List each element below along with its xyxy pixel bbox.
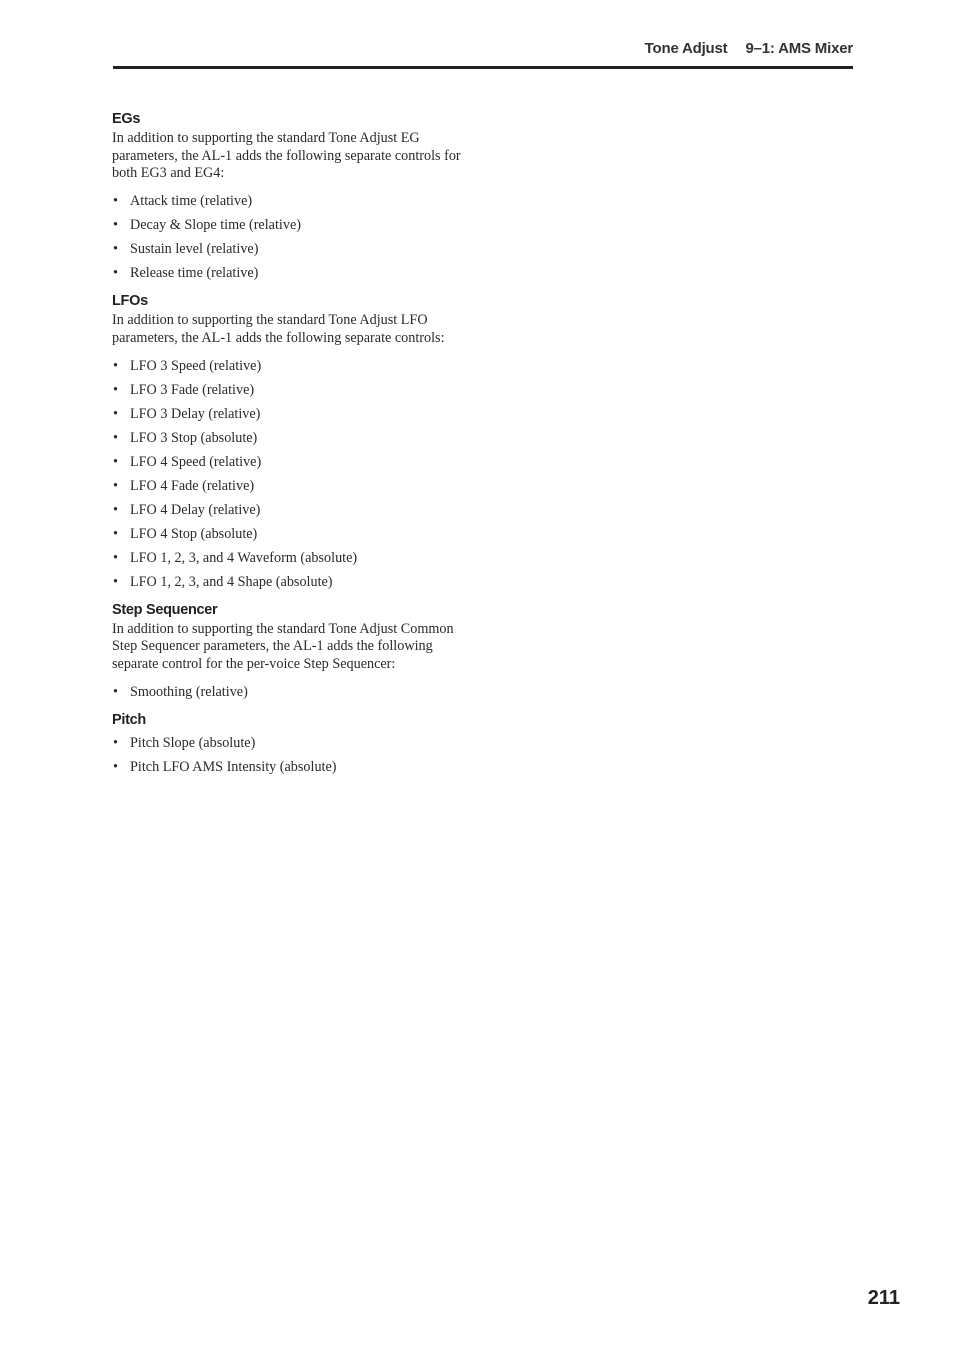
list-item: • Decay & Slope time (relative)	[112, 213, 472, 237]
bullet-list	[112, 354, 472, 594]
list-item: • LFO 3 Fade (relative)	[112, 378, 472, 402]
list-item: • LFO 4 Stop (absolute)	[112, 522, 472, 546]
section-intro: In addition to supporting the standard Tone Adjust EG parameters, the AL-1 adds the following separate controls for both EG3 and EG4:	[112, 130, 461, 182]
section-intro: In addition to supporting the standard Tone Adjust LFO parameters, the AL-1 adds the following separate controls:	[112, 312, 445, 346]
list-item: • LFO 3 Delay (relative)	[112, 402, 472, 426]
section-heading: Step Sequencer	[112, 601, 218, 618]
section-egs	[112, 108, 472, 285]
list-item: • Smoothing (relative)	[112, 680, 472, 704]
page-content	[112, 108, 472, 784]
list-item: • LFO 4 Delay (relative)	[112, 498, 472, 522]
section-heading: Pitch	[112, 711, 146, 728]
section-heading: LFOs	[112, 293, 148, 310]
list-item: • Pitch Slope (absolute)	[112, 731, 472, 755]
section-intro: In addition to supporting the standard Tone Adjust Common Step Sequencer parameters, the AL-1 adds the following separate control for the per-voice Step Sequencer:	[112, 620, 454, 672]
list-item: • Attack time (relative)	[112, 189, 472, 213]
section-lfos	[112, 290, 472, 593]
list-item: • LFO 1, 2, 3, and 4 Shape (absolute)	[112, 570, 472, 594]
list-item: • LFO 3 Stop (absolute)	[112, 426, 472, 450]
list-item: • Release time (relative)	[112, 261, 472, 285]
list-item: • LFO 1, 2, 3, and 4 Waveform (absolute)	[112, 546, 472, 570]
list-item: • LFO 3 Speed (relative)	[112, 354, 472, 378]
header-section: Tone Adjust	[644, 40, 728, 57]
bullet-list	[112, 189, 472, 285]
header-chapter: 9–1: AMS Mixer	[745, 40, 853, 57]
section-pitch	[112, 709, 472, 779]
list-item: • Sustain level (relative)	[112, 237, 472, 261]
section-step-sequencer	[112, 599, 472, 704]
bullet-list	[112, 731, 472, 779]
running-header	[113, 40, 853, 62]
header-rule	[113, 66, 853, 69]
list-item: • LFO 4 Speed (relative)	[112, 450, 472, 474]
list-item: • Pitch LFO AMS Intensity (absolute)	[112, 755, 472, 779]
section-heading: EGs	[112, 111, 141, 127]
bullet-list	[112, 680, 472, 704]
page-number: 211	[867, 1287, 900, 1309]
list-item: • LFO 4 Fade (relative)	[112, 474, 472, 498]
